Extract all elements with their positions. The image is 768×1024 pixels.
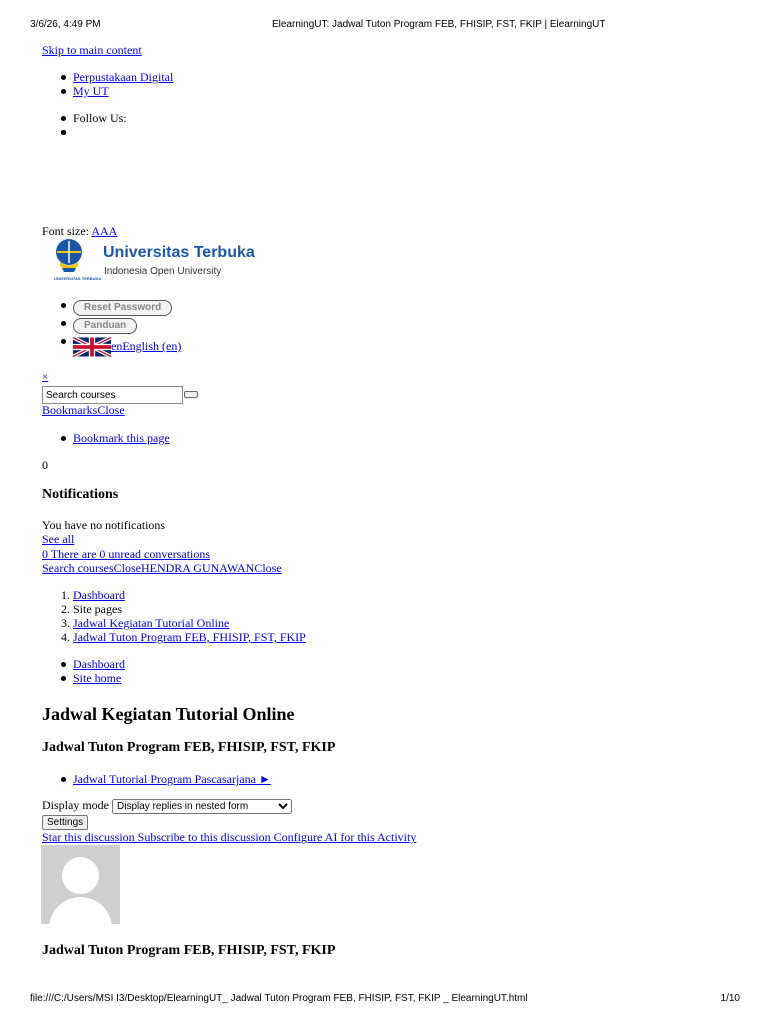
- reset-password-button[interactable]: Reset Password: [73, 300, 172, 316]
- bookmark-this-page-link[interactable]: Bookmark this page: [73, 431, 170, 445]
- print-file-path: file:///C:/Users/MSI I3/Desktop/ElearningUT_ Jadwal Tuton Program FEB, FHISIP, FST, FKIP _ ElearningUT.html: [30, 993, 528, 1004]
- logo[interactable]: [54, 238, 254, 284]
- avatar-body-icon: [49, 897, 112, 924]
- search-button[interactable]: [184, 391, 198, 398]
- breadcrumb-number: 1.: [61, 588, 70, 602]
- skip-to-main-link[interactable]: Skip to main content: [42, 43, 142, 57]
- link-perpustakaan-digital[interactable]: Perpustakaan Digital: [73, 70, 174, 84]
- settings-button[interactable]: Settings: [42, 815, 88, 830]
- logo-tagline: Indonesia Open University: [104, 266, 222, 277]
- font-size-link[interactable]: AAA: [91, 224, 118, 238]
- page-title: Jadwal Kegiatan Tutorial Online: [42, 704, 295, 724]
- nav-dashboard-link[interactable]: Dashboard: [73, 657, 125, 671]
- breadcrumb-item-site-pages: Site pages: [73, 602, 122, 616]
- notifications-title: Notifications: [42, 487, 119, 502]
- breadcrumb-item-dashboard[interactable]: Dashboard: [73, 588, 125, 602]
- font-size-label: Font size:: [42, 224, 92, 238]
- notification-count: 0: [42, 458, 48, 472]
- breadcrumb-number: 2.: [61, 602, 70, 616]
- logo-name: Universitas Terbuka: [103, 244, 255, 261]
- link-my-ut[interactable]: My UT: [73, 84, 109, 98]
- print-page-number: 1/10: [720, 993, 740, 1004]
- print-datetime: 3/6/26, 4:49 PM: [30, 19, 101, 30]
- bookmarks-link[interactable]: BookmarksClose: [42, 403, 125, 417]
- social-links: [42, 111, 127, 125]
- search-input[interactable]: [42, 386, 183, 404]
- breadcrumb-number: 4.: [61, 630, 70, 644]
- font-size-control: [42, 224, 117, 239]
- nav-links: [42, 657, 125, 685]
- avatar: [41, 845, 120, 924]
- discussion-actions-link[interactable]: Star this discussion Subscribe to this discussion Configure AI for this Activity: [42, 830, 417, 844]
- breadcrumb-item-jadwal-kegiatan[interactable]: Jadwal Kegiatan Tutorial Online: [73, 616, 230, 630]
- print-footer: [30, 993, 740, 1004]
- user-menu-link[interactable]: Search coursesCloseHENDRA GUNAWANClose: [42, 561, 282, 575]
- university-emblem-icon: [54, 238, 84, 278]
- follow-us-label: Follow Us:: [42, 111, 127, 125]
- search-form: [42, 386, 198, 404]
- avatar-head-icon: [62, 857, 99, 894]
- nav-site-home-link[interactable]: Site home: [73, 671, 122, 685]
- print-page-title: ElearningUT: Jadwal Tuton Program FEB, FHISIP, FST, FKIP | ElearningUT: [272, 19, 606, 30]
- display-mode-control: [42, 798, 292, 814]
- panduan-button[interactable]: Panduan: [73, 318, 137, 334]
- close-icon[interactable]: ×: [42, 371, 49, 383]
- display-mode-label: Display mode: [42, 798, 112, 812]
- uk-flag-icon: [73, 336, 111, 358]
- logo-small-text: UNIVERSITAS TERBUKA: [54, 276, 102, 281]
- bookmarks-list: [42, 431, 170, 445]
- notifications-empty: You have no notifications: [42, 518, 166, 532]
- next-discussion-link[interactable]: Jadwal Tutorial Program Pascasarjana ►: [73, 772, 271, 786]
- discussion-nav: [42, 772, 271, 786]
- header-actions: [42, 298, 181, 358]
- breadcrumb-item-jadwal-tuton[interactable]: Jadwal Tuton Program FEB, FHISIP, FST, FKIP: [73, 630, 306, 644]
- discussion-heading: Jadwal Tuton Program FEB, FHISIP, FST, FKIP: [42, 740, 336, 755]
- top-links: [42, 70, 173, 98]
- see-all-link[interactable]: See all: [42, 532, 75, 546]
- post-title: Jadwal Tuton Program FEB, FHISIP, FST, FKIP: [42, 943, 336, 958]
- breadcrumb-number: 3.: [61, 616, 70, 630]
- breadcrumb: [42, 588, 306, 644]
- messages-link[interactable]: 0 There are 0 unread conversations: [42, 547, 211, 561]
- display-mode-select[interactable]: [112, 799, 292, 814]
- language-menu-link[interactable]: enEnglish (en): [111, 339, 182, 353]
